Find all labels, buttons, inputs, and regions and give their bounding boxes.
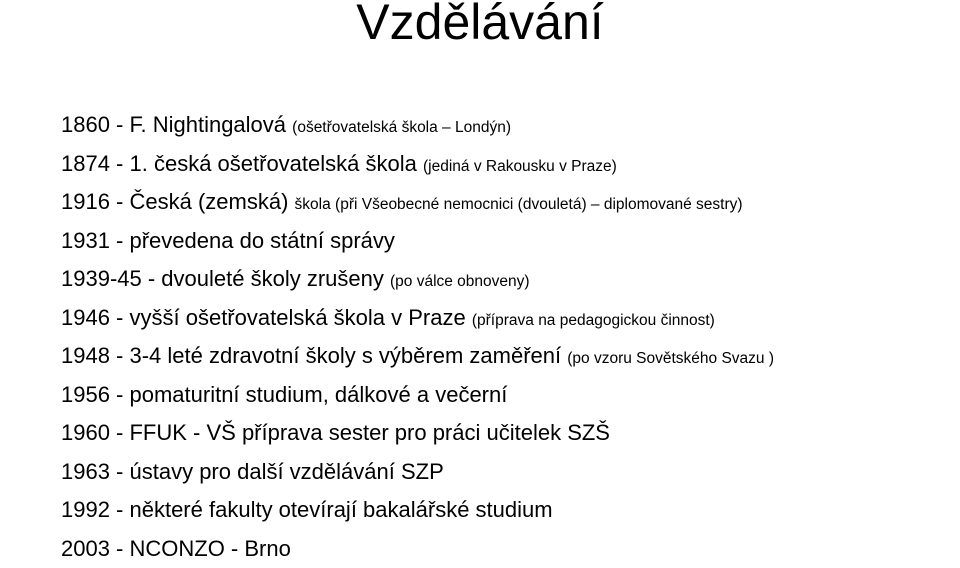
timeline-item-2003: [61, 530, 960, 568]
timeline-item-note: škola (při Všeobecné nemocnici (dvouletá) – diplomované sestry): [295, 196, 743, 213]
timeline-item-1874: [61, 145, 960, 184]
timeline-item-text: 1960 - FFUK - VŠ příprava sester pro práci učitelek SZŠ: [61, 420, 610, 445]
timeline-item-text: 1874 - 1. česká ošetřovatelská škola: [61, 151, 417, 176]
timeline-item-1939: [61, 260, 960, 299]
timeline-item-1963: [61, 453, 960, 492]
timeline-item-1931: [61, 222, 960, 261]
timeline-item-text: 1939-45 - dvouleté školy zrušeny: [61, 266, 384, 291]
timeline-item-1946: [61, 299, 960, 338]
timeline-item-text: 1992 - některé fakulty otevírají bakalářské studium: [61, 497, 553, 522]
timeline-item-1948: [61, 337, 960, 376]
timeline-item-text: 1931 - převedena do státní správy: [61, 228, 395, 253]
timeline-item-text: 1860 - F. Nightingalová: [61, 112, 286, 137]
slide-title: Vzdělávání: [0, 0, 960, 50]
timeline-item-1960: [61, 414, 960, 453]
timeline-item-text: 2003 - NCONZO - Brno: [61, 536, 291, 561]
timeline-list: [61, 106, 960, 568]
timeline-item-text: 1956 - pomaturitní studium, dálkové a večerní: [61, 382, 507, 407]
timeline-item-text: 1963 - ústavy pro další vzdělávání SZP: [61, 459, 444, 484]
timeline-item-1916: [61, 183, 960, 222]
timeline-item-note: (po válce obnoveny): [390, 273, 530, 290]
timeline-item-note: (ošetřovatelská škola – Londýn): [292, 119, 511, 136]
timeline-item-1956: [61, 376, 960, 415]
timeline-item-note: (po vzoru Sovětského Svazu ): [567, 350, 774, 367]
timeline-item-text: 1948 - 3-4 leté zdravotní školy s výběrem zaměření: [61, 343, 561, 368]
timeline-item-text: 1946 - vyšší ošetřovatelská škola v Praze: [61, 305, 466, 330]
timeline-item-note: (příprava na pedagogickou činnost): [472, 312, 715, 329]
timeline-item-note: (jediná v Rakousku v Praze): [423, 158, 617, 175]
timeline-item-1992: [61, 491, 960, 530]
timeline-item-1860: [61, 106, 960, 145]
timeline-item-text: 1916 - Česká (zemská): [61, 189, 288, 214]
